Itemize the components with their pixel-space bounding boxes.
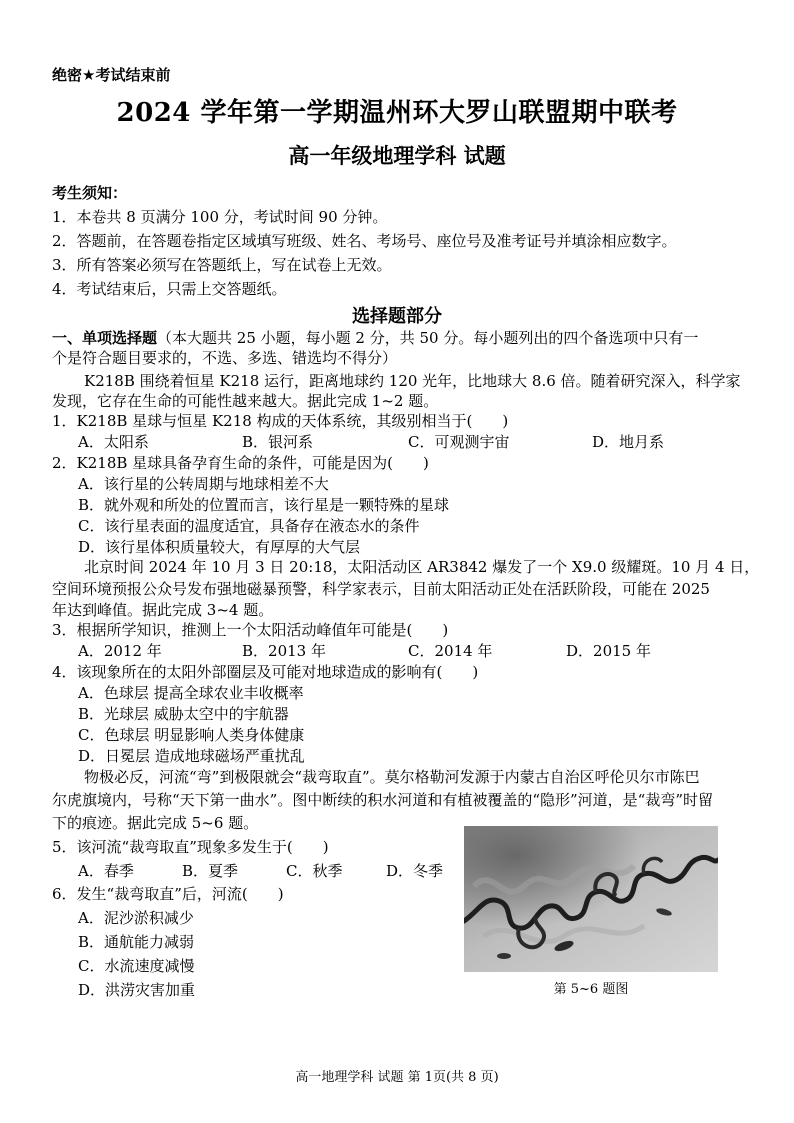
- option: A．2012 年: [78, 642, 162, 660]
- notice-heading: 考生须知：: [52, 184, 128, 202]
- option: C．水流速度减慢: [78, 957, 195, 975]
- section-title: 选择题部分: [352, 306, 442, 327]
- exam-title: 2024 学年第一学期温州环大罗山联盟期中联考: [116, 98, 678, 128]
- question-stem: 5．该河流“裁弯取直”现象多发生于( ): [52, 838, 329, 856]
- passage-text: 空间环境预报公众号发布强地磁暴预警，科学家表示，目前太阳活动正处在活跃阶段，可能在 2025: [52, 580, 710, 598]
- part1-desc: （本大题共 25 小题，每小题 2 分，共 50 分。每小题列出的四个备选项中只有一: [157, 329, 699, 347]
- passage-text: 年达到峰值。据此完成 3~4 题。: [52, 601, 274, 619]
- option: D．日冕层 造成地球磁场严重扰乱: [78, 747, 305, 765]
- passage-text: 物极必反，河流“弯”到极限就会“裁弯取直”。莫尔格勒河发源于内蒙古自治区呼伦贝尔市陈巴: [84, 768, 700, 786]
- option: D．冬季: [386, 862, 444, 880]
- option: A．色球层 提高全球农业丰收概率: [78, 684, 304, 702]
- option: D．地月系: [592, 433, 665, 451]
- option: A．太阳系: [78, 433, 149, 451]
- option: B．通航能力减弱: [78, 933, 195, 951]
- option: C．秋季: [286, 862, 343, 880]
- question-stem: 6．发生“裁弯取直”后，河流( ): [52, 885, 284, 903]
- part1-desc: 个是符合题目要求的，不选、多选、错选均不得分）: [52, 349, 398, 367]
- notice-item: 3．所有答案必须写在答题纸上，写在试卷上无效。: [52, 256, 392, 274]
- option: C．2014 年: [408, 642, 493, 660]
- river-meander-photo: [464, 826, 718, 972]
- notice-item: 2．答题前，在答题卷指定区域填写班级、姓名、考场号、座位号及准考证号并填涂相应数字。: [52, 232, 677, 250]
- option: D．洪涝灾害加重: [78, 981, 196, 999]
- secret-label: 绝密★考试结束前: [52, 66, 171, 84]
- option: B．银河系: [242, 433, 314, 451]
- question-stem: 4．该现象所在的太阳外部圈层及可能对地球造成的影响有( ): [52, 663, 479, 681]
- option: C．该行星表面的温度适宜，具备存在液态水的条件: [78, 517, 420, 535]
- figure-caption: 第 5~6 题图: [553, 982, 629, 997]
- option: A．该行星的公转周期与地球相差不大: [78, 475, 329, 493]
- option: B．光球层 威胁太空中的宇航器: [78, 705, 289, 723]
- option: C．可观测宇宙: [408, 433, 510, 451]
- option: B．夏季: [182, 862, 239, 880]
- notice-item: 4．考试结束后，只需上交答题纸。: [52, 280, 287, 298]
- option: C．色球层 明显影响人类身体健康: [78, 726, 305, 744]
- notice-item: 1．本卷共 8 页满分 100 分，考试时间 90 分钟。: [52, 208, 388, 226]
- question-stem: 3．根据所学知识，推测上一个太阳活动峰值年可能是( ): [52, 621, 449, 639]
- page-footer: 高一地理学科 试题 第 1页(共 8 页): [295, 1070, 499, 1085]
- part1-instruction-line: [52, 328, 698, 348]
- question-stem: 1．K218B 星球与恒星 K218 构成的天体系统，其级别相当于( ): [52, 412, 509, 430]
- option: A．泥沙淤积减少: [78, 909, 194, 927]
- option: D．2015 年: [566, 642, 651, 660]
- option: B．2013 年: [242, 642, 326, 660]
- question-stem: 2．K218B 星球具备孕育生命的条件，可能是因为( ): [52, 454, 429, 472]
- passage-text: 下的痕迹。据此完成 5~6 题。: [52, 814, 259, 832]
- option: D．该行星体积质量较大，有厚厚的大气层: [78, 538, 361, 556]
- exam-subtitle: 高一年级地理学科 试题: [288, 143, 506, 168]
- passage-text: 尔虎旗境内，号称“天下第一曲水”。图中断续的积水河道和有植被覆盖的“隐形”河道，是“裁弯”时留: [52, 791, 714, 809]
- passage-text: K218B 围绕着恒星 K218 运行，距离地球约 120 光年，比地球大 8.6 倍。随着研究深入，科学家: [84, 372, 741, 390]
- passage-text: 发现，它存在生命的可能性越来越大。据此完成 1~2 题。: [52, 392, 439, 410]
- option: B．就外观和所处的位置而言，该行星是一颗特殊的星球: [78, 496, 450, 514]
- passage-text: 北京时间 2024 年 10 月 3 日 20:18，太阳活动区 AR3842 爆发了一个 X9.0 级耀斑。10 月 4 日，: [84, 558, 760, 576]
- option: A．春季: [78, 862, 134, 880]
- part1-heading: 一、单项选择题: [52, 329, 158, 347]
